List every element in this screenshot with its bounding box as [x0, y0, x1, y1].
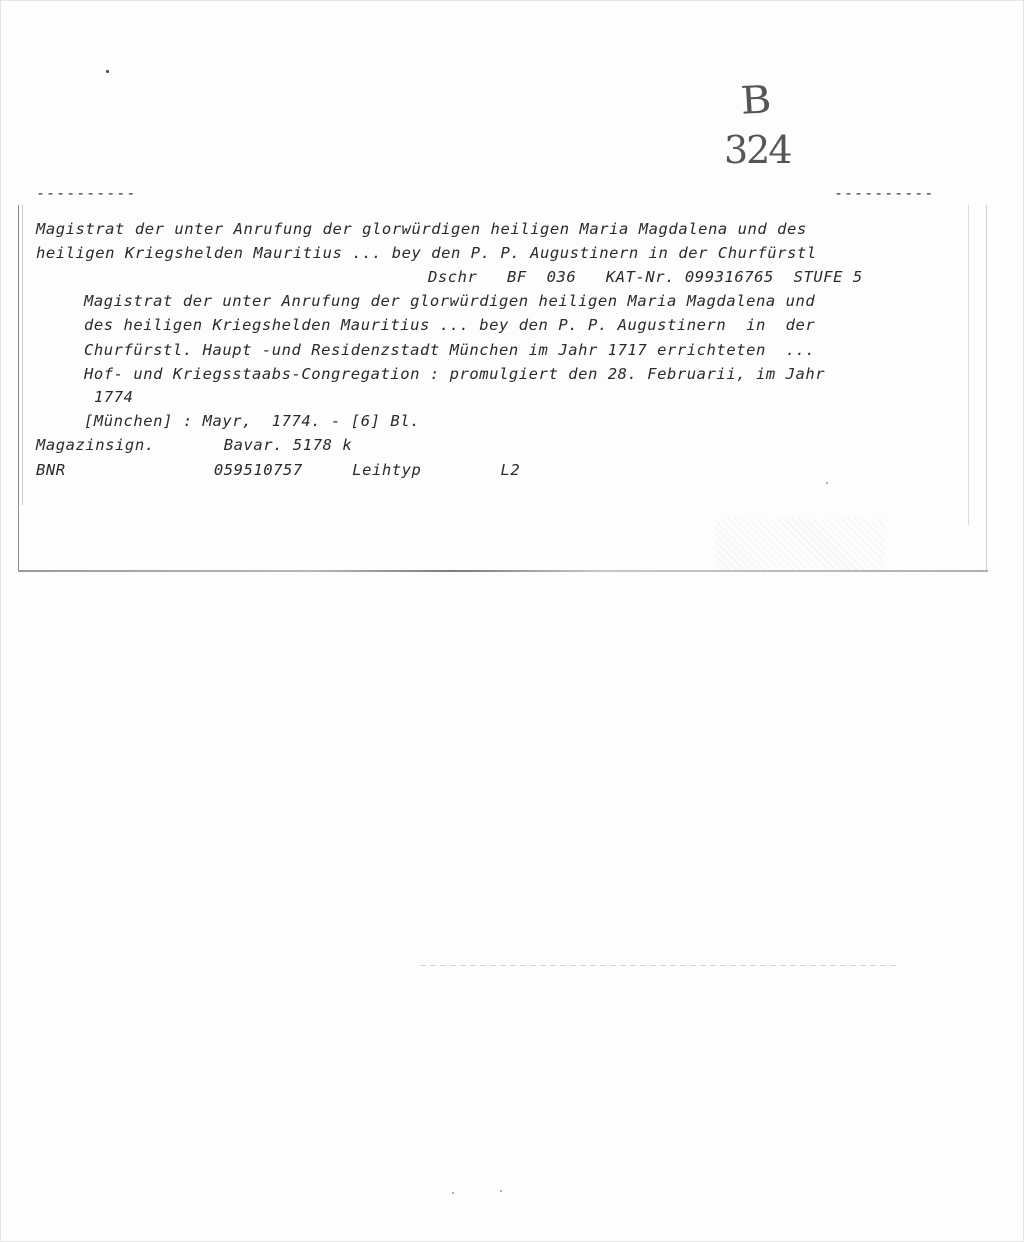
rule-right: ----------: [834, 184, 935, 202]
handwritten-letter: B: [739, 77, 773, 123]
record-line-imprint: [München] : Mayr, 1774. - [6] Bl.: [84, 412, 420, 430]
record-line: Hof- und Kriegsstaabs-Congregation : promulgiert den 28. Februarii, im Jahr: [84, 365, 826, 383]
ink-dot: [106, 70, 109, 73]
record-line-bnr: BNR 059510757 Leihtyp L2: [36, 461, 521, 479]
card-frame-right-inner: [968, 205, 969, 525]
scan-speck: [826, 482, 828, 484]
scan-smudge: [715, 518, 885, 570]
record-line: des heiligen Kriegshelden Mauritius ... bey den P. P. Augustinern in der: [84, 316, 816, 334]
card-frame-left: [18, 205, 19, 570]
scan-speck: [452, 1192, 454, 1194]
record-line: Magistrat der unter Anrufung der glorwürdigen heiligen Maria Magdalena und des: [36, 220, 807, 238]
card-frame-left-inner: [22, 205, 23, 505]
record-line: heiligen Kriegshelden Mauritius ... bey den P. P. Augustinern in der Churfürstl: [36, 244, 817, 262]
record-line-shelfmark: Dschr BF 036 KAT-Nr. 099316765 STUFE 5: [428, 268, 863, 286]
record-line-magazinsign: Magazinsign. Bavar. 5178 k: [36, 436, 353, 454]
record-line: Churfürstl. Haupt -und Residenzstadt München im Jahr 1717 errichteten ...: [84, 341, 816, 359]
card-frame-right: [986, 205, 987, 570]
record-line-year: 1774: [94, 388, 134, 406]
card-frame-bottom: [18, 570, 988, 572]
handwritten-number: 324: [724, 128, 791, 172]
scan-speck: [500, 1190, 502, 1192]
faint-rule: [420, 965, 900, 966]
record-line: Magistrat der unter Anrufung der glorwürdigen heiligen Maria Magdalena und: [84, 292, 816, 310]
rule-left: ----------: [36, 184, 137, 202]
